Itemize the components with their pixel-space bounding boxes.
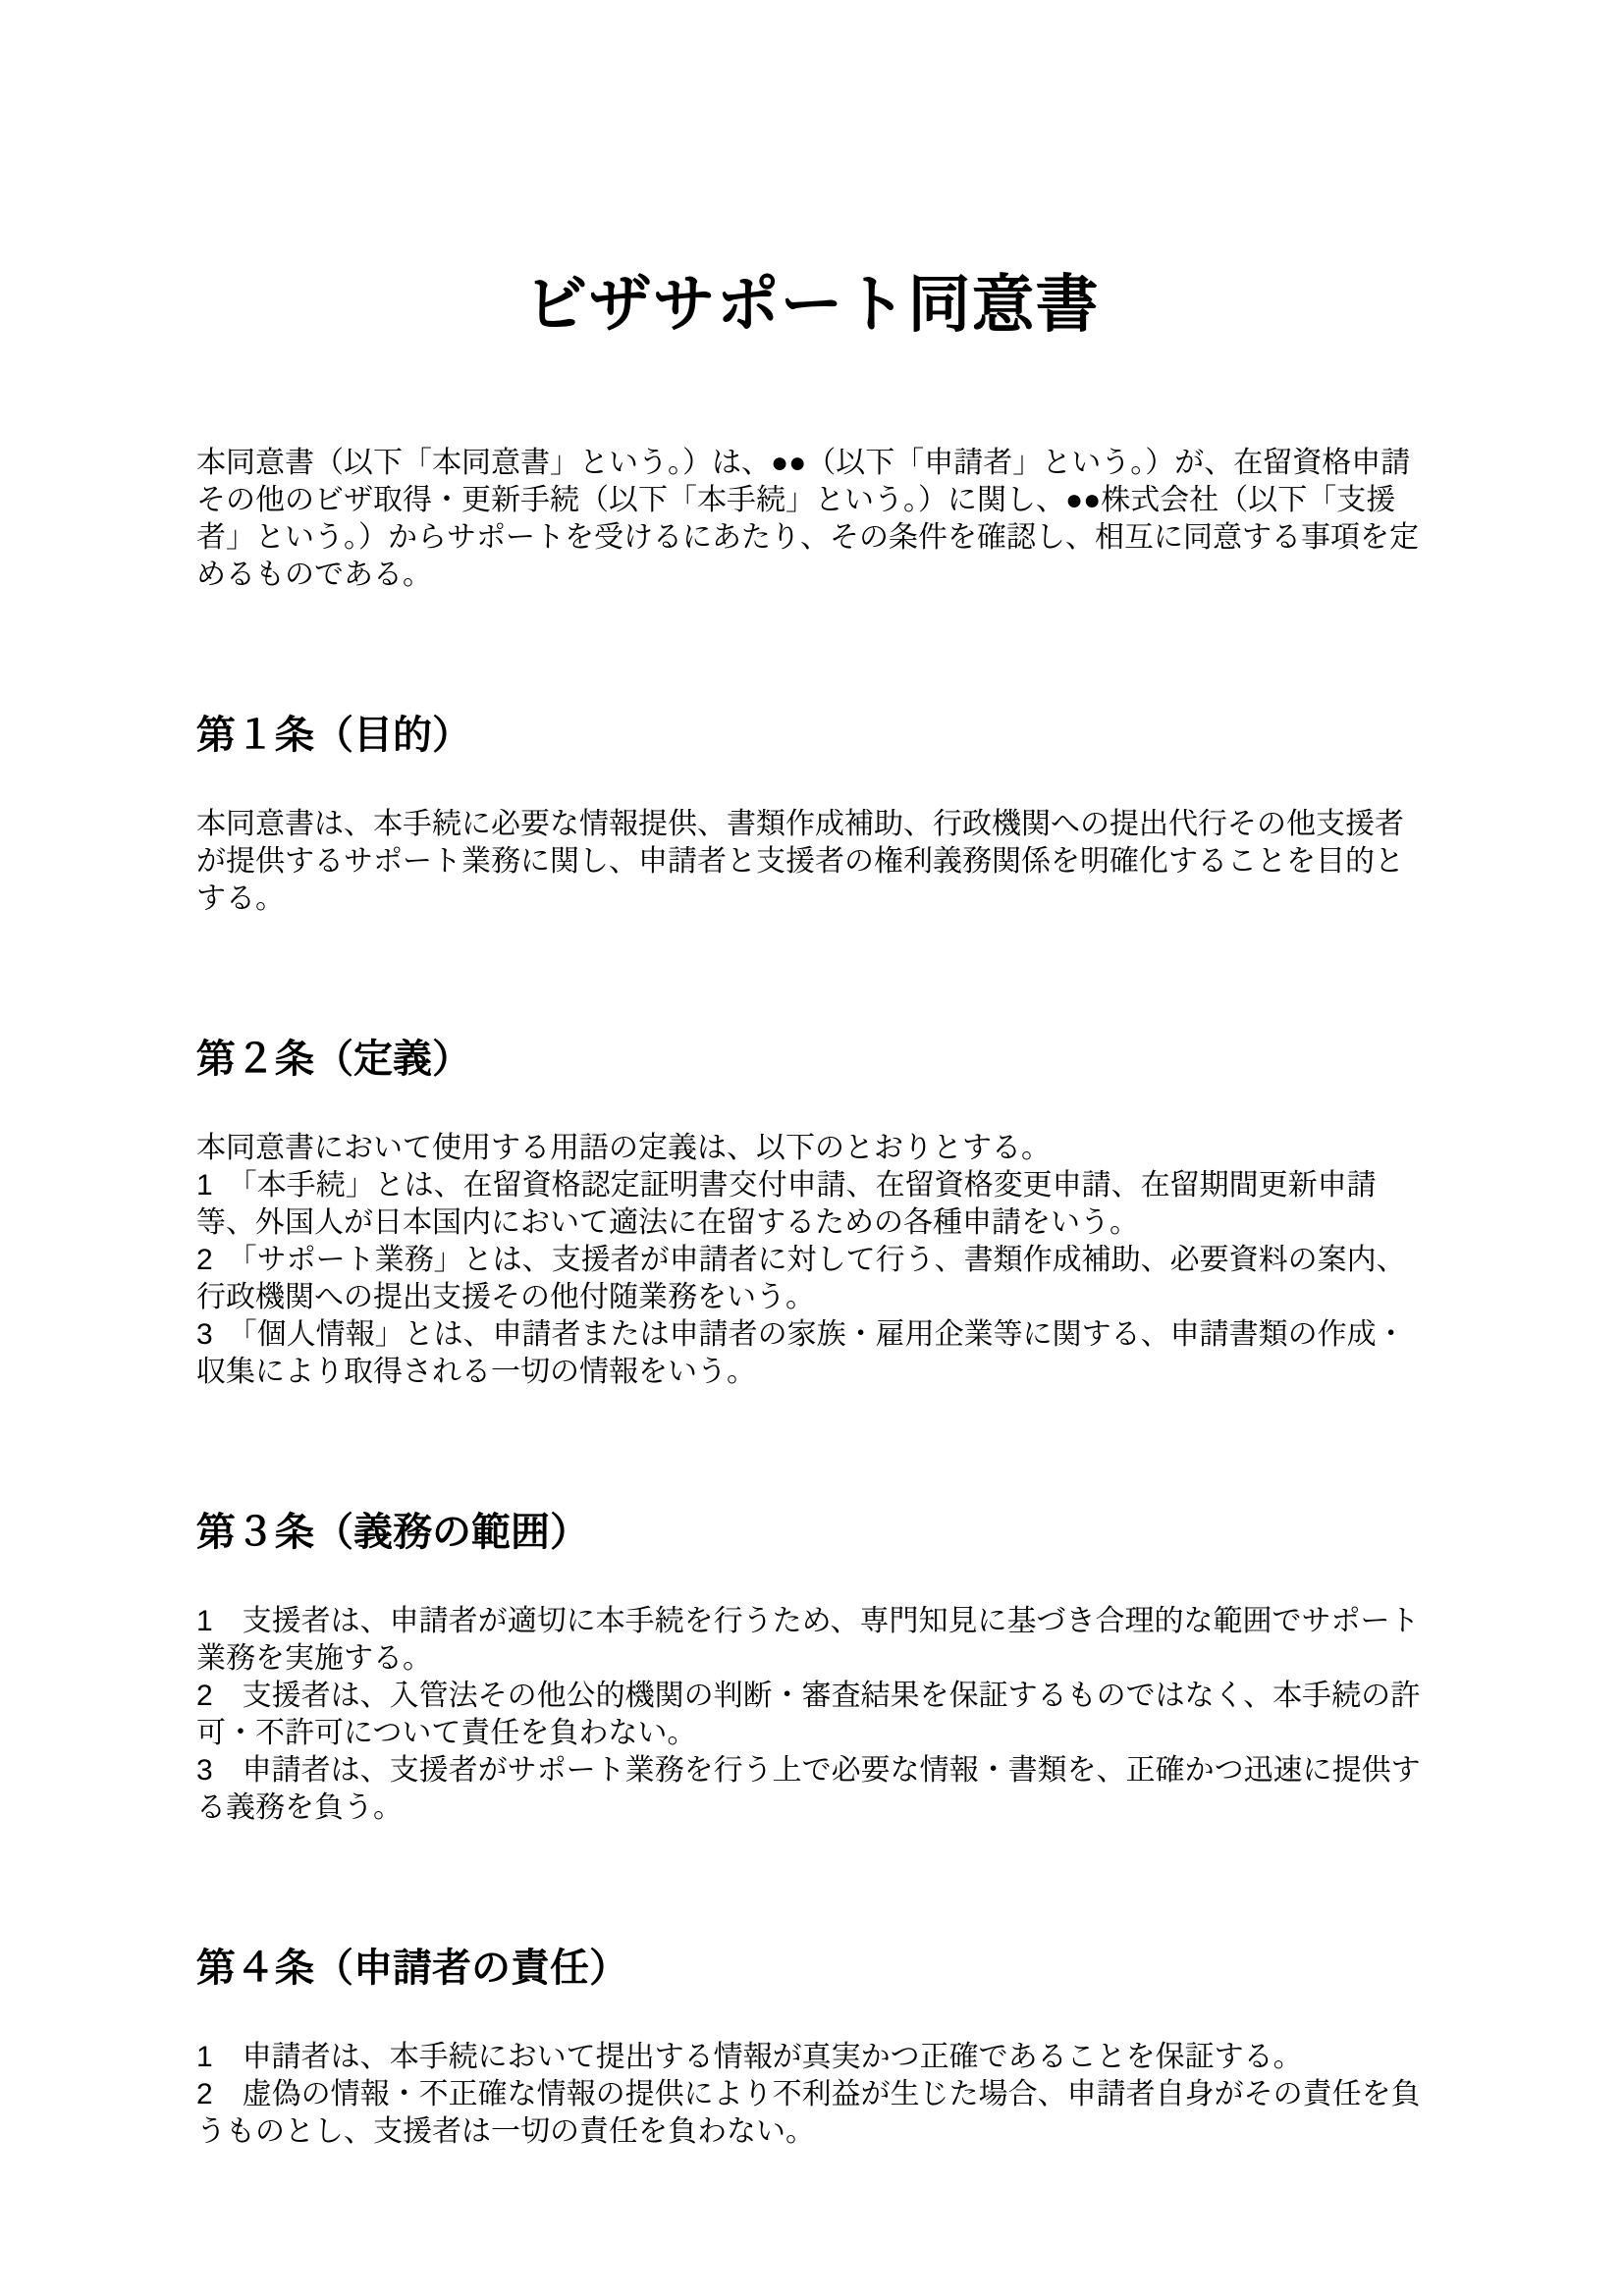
numbered-item: 3 「個人情報」とは、申請者または申請者の家族・雇用企業等に関する、申請書類の作成・収集により取得される一切の情報をいう。 — [196, 1317, 1406, 1388]
section-heading: 第１条（目的） — [196, 713, 471, 757]
section-body — [196, 806, 1428, 918]
section-article-3 — [196, 1509, 1428, 1827]
body-paragraph: 本同意書は、本手続に必要な情報提供、書類作成補助、行政機関への提出代行その他支援者が提供するサポート業務に関し、申請者と支援者の権利義務関係を明確化することを目的とする。 — [196, 807, 1404, 915]
numbered-item: 1 「本手続」とは、在留資格認定証明書交付申請、在留資格変更申請、在留期間更新申請等、外国人が日本国内において適法に在留するための各種申請をいう。 — [196, 1168, 1377, 1239]
numbered-item: 3 申請者は、支援者がサポート業務を行う上で必要な情報・書類を、正確かつ迅速に提供する義務を負う。 — [196, 1753, 1421, 1824]
section-article-2 — [196, 1036, 1428, 1391]
section-heading: 第３条（義務の範囲） — [196, 1510, 589, 1554]
document-content — [0, 267, 1624, 2151]
section-heading: 第２条（定義） — [196, 1037, 471, 1081]
section-body — [196, 2039, 1428, 2151]
numbered-item: 1 申請者は、本手続において提出する情報が真実かつ正確であることを保証する。 — [196, 2040, 1303, 2073]
intro-paragraph: 本同意書（以下「本同意書」という。）は、●●（以下「申請者」という。）が、在留資格申請その他のビザ取得・更新手続（以下「本手続」という。）に関し、●●株式会社（以下「支援者」という。）からサポートを受けるにあたり、その条件を確認し、相互に同意する事項を定めるものである。 — [196, 446, 1419, 591]
section-heading: 第４条（申請者の責任） — [196, 1946, 628, 1990]
section-body — [196, 1603, 1428, 1827]
section-article-1 — [196, 712, 1428, 918]
numbered-item: 2 支援者は、入管法その他公的機関の判断・審査結果を保証するものではなく、本手続の許可・不許可について責任を負わない。 — [196, 1679, 1421, 1749]
numbered-item: 2 虚偽の情報・不正確な情報の提供により不利益が生じた場合、申請者自身がその責任を負うものとし、支援者は一切の責任を負わない。 — [196, 2077, 1421, 2148]
body-paragraph: 本同意書において使用する用語の定義は、以下のとおりとする。 — [196, 1131, 1051, 1164]
section-article-4 — [196, 1945, 1428, 2151]
document-title: ビザサポート同意書 — [524, 269, 1100, 340]
numbered-item: 1 支援者は、申請者が適切に本手続を行うため、専門知見に基づき合理的な範囲でサポート業務を実施する。 — [196, 1604, 1420, 1675]
numbered-item: 2 「サポート業務」とは、支援者が申請者に対して行う、書類作成補助、必要資料の案内、行政機関への提出支援その他付随業務をいう。 — [196, 1243, 1406, 1313]
section-body — [196, 1130, 1428, 1391]
